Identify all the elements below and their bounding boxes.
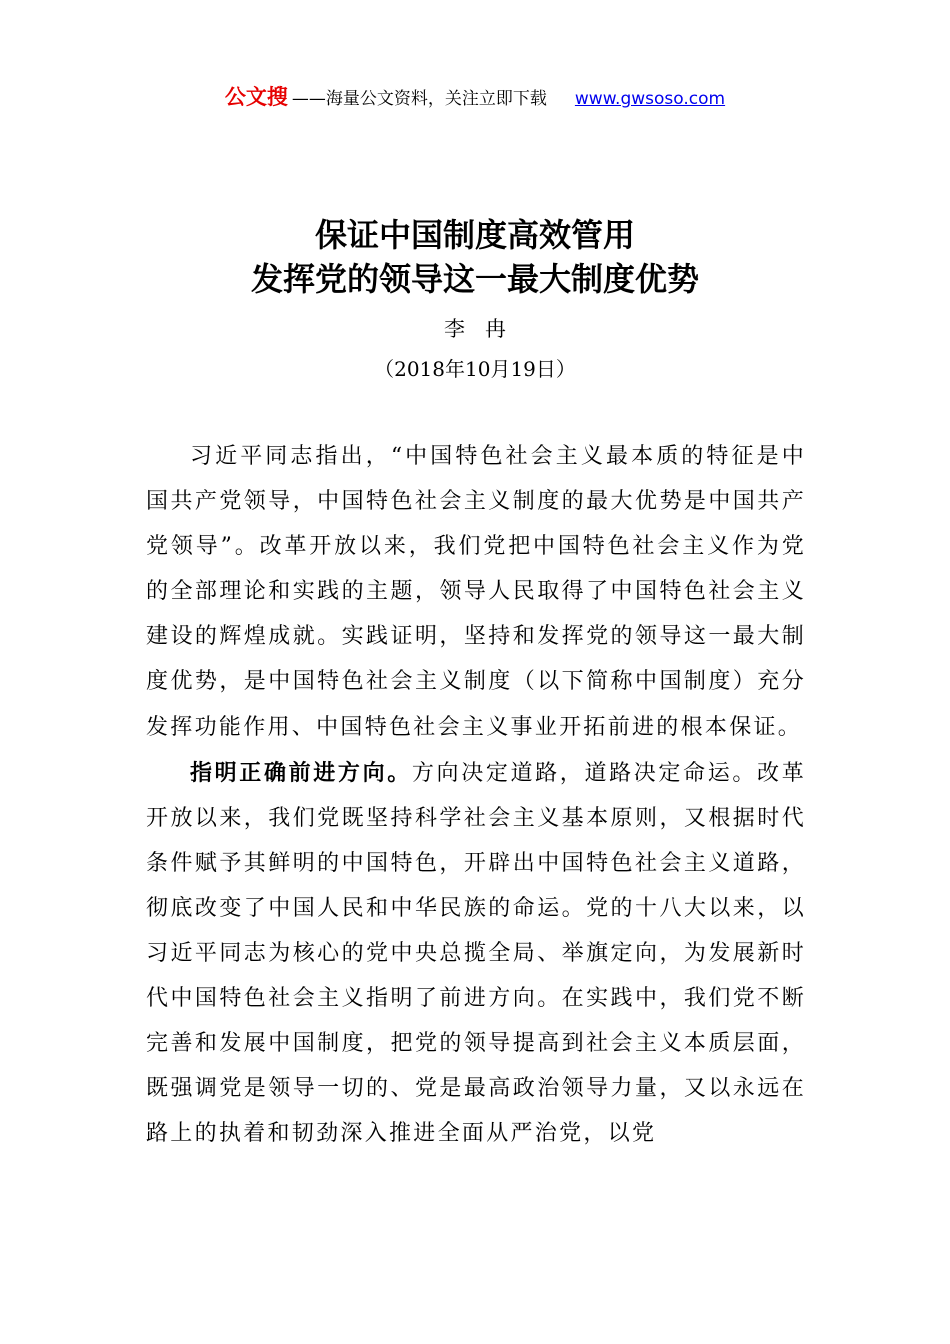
document-date: （2018年10月19日） [374,357,576,381]
header-slogan: ——海量公文资料，关注立即下载 [291,89,547,109]
brand-logo-text[interactable]: 公文搜 [224,85,288,109]
body-paragraph-1: 习近平同志指出，“中国特色社会主义最本质的特征是中国共产党领导，中国特色社会主义制度的最大优势是中国共产党领导”。改革开放以来，我们党把中国特色社会主义作为党的全部理论和实践的主题，领导人民取得了中国特色社会主义建设的辉煌成就。实践证明，坚持和发挥党的领导这一最大制度优势，是中国特色社会主义制度（以下简称中国制度）充分发挥功能作用、中国特色社会主义事业开拓前进的根本保证。 [146,444,806,740]
paragraph-2-text: 方向决定道路，道路决定命运。改革开放以来，我们党既坚持科学社会主义基本原则，又根据时代条件赋予其鲜明的中国特色，开辟出中国特色社会主义道路，彻底改变了中国人民和中华民族的命运。党的十八大以来，以习近平同志为核心的党中央总揽全局、举旗定向，为发展新时代中国特色社会主义指明了前进方向。在实践中，我们党不断完善和发展中国制度，把党的领导提高到社会主义本质层面，既强调党是领导一切的、党是最高政治领导力量，又以永远在路上的执着和韧劲深入推进全面从严治党，以党 [146,760,806,1147]
body-paragraph-2 [146,751,806,1157]
paragraph-2-lead: 指明正确前进方向。 [190,759,412,786]
site-link[interactable]: www.gwsoso.com [574,89,726,109]
document-body [146,434,806,1158]
document-author: 李冉 [444,317,526,341]
page-header [0,84,950,112]
document-title-line-1: 保证中国制度高效管用 [314,216,635,254]
document-title-line-2: 发挥党的领导这一最大制度优势 [250,260,699,298]
